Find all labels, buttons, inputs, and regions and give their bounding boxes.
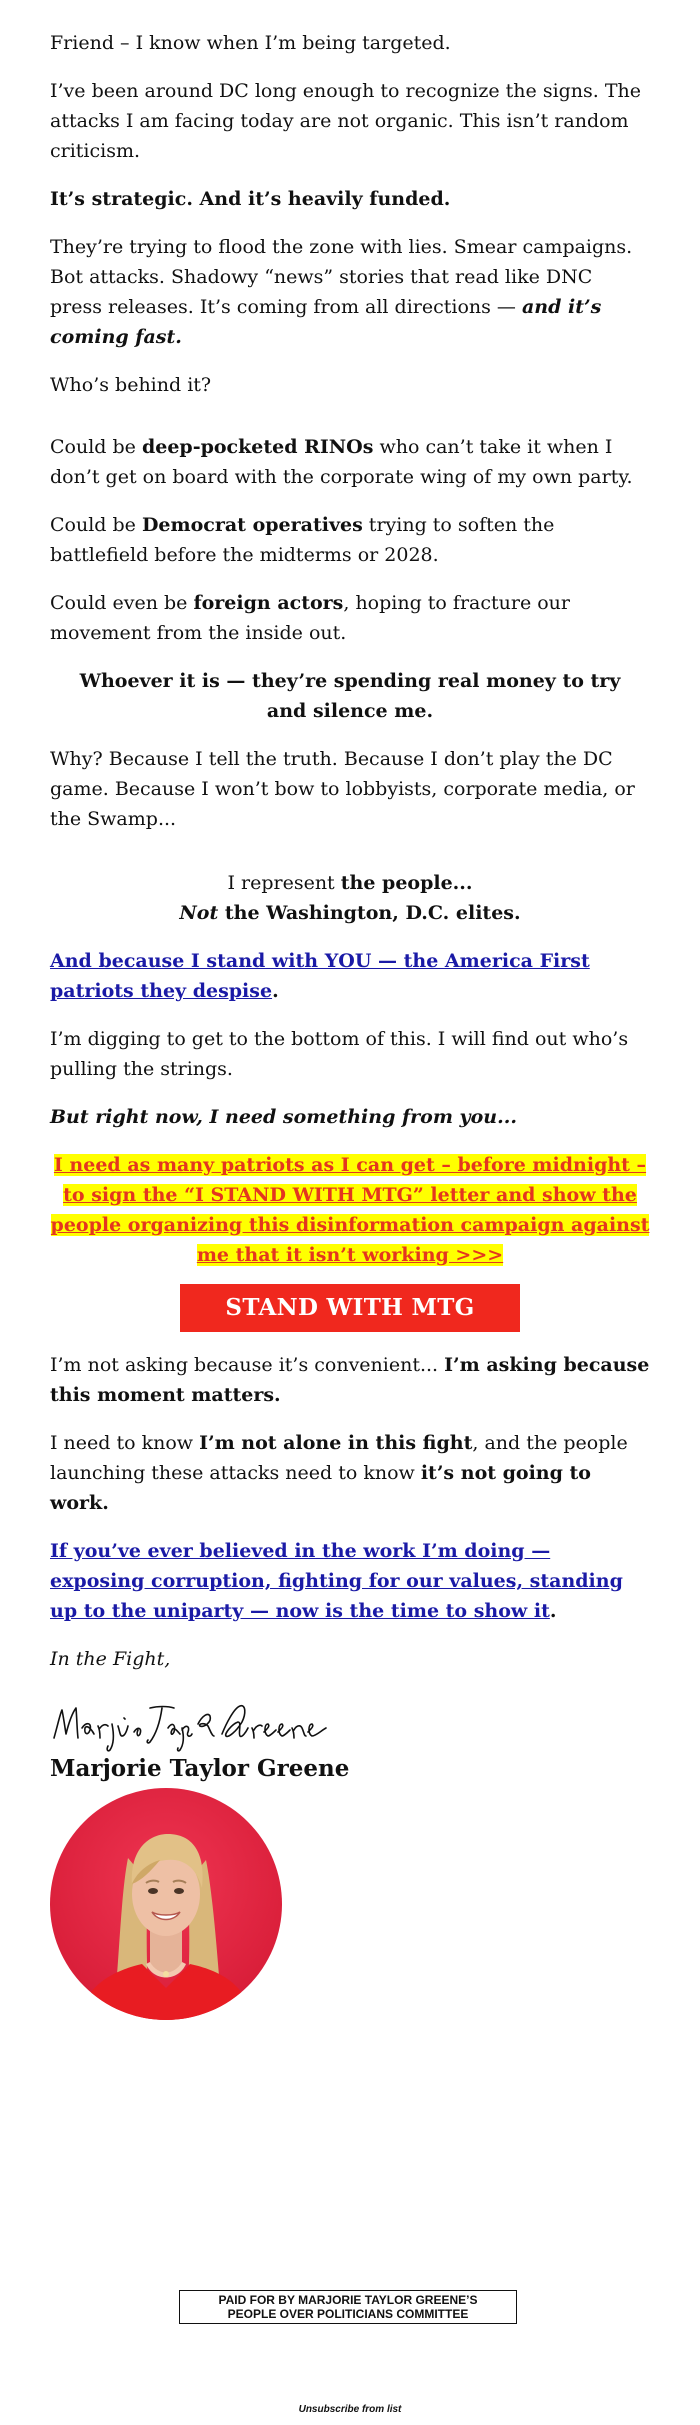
paragraph-whoever: Whoever it is — they’re spending real money to try and silence me. xyxy=(79,670,621,722)
paragraph-democrats xyxy=(50,510,650,570)
not-alone-pre: I need to know xyxy=(50,1432,200,1454)
foreign-pre: Could even be xyxy=(50,592,194,614)
represent-bold: the people... xyxy=(340,872,473,894)
sign-letter-link[interactable]: I need as many patriots as I can get – before midnight – to sign the “I STAND WITH MTG” letter and show the people organizing this disinformation campaign against me that it isn’t working >>> xyxy=(50,1154,650,1266)
foreign-post: , hoping to fracture our movement from the inside out. xyxy=(50,592,570,644)
paragraph-intro: I’ve been around DC long enough to recognize the signs. The attacks I am facing today are not organic. This isn’t random criticism. xyxy=(50,80,642,162)
greeting: Friend – I know when I’m being targeted. xyxy=(50,32,451,54)
democrats-post: trying to soften the battlefield before the midterms or 2028. xyxy=(50,514,555,566)
paragraph-question: Who’s behind it? xyxy=(50,374,212,396)
closing: In the Fight, xyxy=(50,1648,171,1670)
rinos-pre: Could be xyxy=(50,436,142,458)
paragraph-stand-with-you xyxy=(50,946,650,1006)
believed-link[interactable]: If you’ve ever believed in the work I’m doing — exposing corruption, fighting for our values, standing up to the uniparty — now is the time to show it xyxy=(50,1540,623,1622)
paragraph-represent xyxy=(50,868,650,928)
represent-not: Not xyxy=(179,902,219,924)
stand-with-mtg-button[interactable]: STAND WITH MTG xyxy=(180,1284,520,1332)
paragraph-digging: I’m digging to get to the bottom of this. I will find out who’s pulling the strings. xyxy=(50,1028,629,1080)
represent-elites: the Washington, D.C. elites. xyxy=(218,902,521,924)
paragraph-strategic: It’s strategic. And it’s heavily funded. xyxy=(50,188,451,210)
email-body xyxy=(50,28,650,2020)
not-alone-mid: , and the people launching these attacks need to know xyxy=(50,1432,628,1484)
stand-with-you-link[interactable]: And because I stand with YOU — the America First patriots they despise xyxy=(50,950,590,1002)
signer-name: Marjorie Taylor Greene xyxy=(50,1755,350,1782)
portrait-photo xyxy=(50,1788,282,2020)
represent-pre: I represent xyxy=(227,872,341,894)
not-going-to-work-bold: it’s not going to work. xyxy=(50,1462,591,1514)
democrats-pre: Could be xyxy=(50,514,142,536)
not-alone-bold: I’m not alone in this fight xyxy=(199,1432,473,1454)
rinos-bold: deep-pocketed RINOs xyxy=(141,436,374,458)
rinos-post: who can’t take it when I don’t get on board with the corporate wing of my own party. xyxy=(50,436,633,488)
paragraph-believed xyxy=(50,1536,650,1626)
disclaimer-line-1: PAID FOR BY MARJORIE TAYLOR GREENE’S xyxy=(218,2293,478,2307)
not-asking-pre: I’m not asking because it’s convenient... xyxy=(50,1354,445,1376)
paragraph-not-alone xyxy=(50,1428,650,1518)
paragraph-rinos xyxy=(50,432,650,492)
signature-image xyxy=(50,1694,330,1754)
disclaimer-line-2: PEOPLE OVER POLITICIANS COMMITTEE xyxy=(227,2307,469,2321)
stand-with-you-period: . xyxy=(272,980,279,1002)
unsubscribe-link[interactable]: Unsubscribe from list xyxy=(298,2404,402,2415)
paragraph-foreign xyxy=(50,588,650,648)
paragraph-not-asking xyxy=(50,1350,650,1410)
cta-container xyxy=(50,1284,650,1332)
flood-emphasis: and it’s coming fast. xyxy=(50,296,602,348)
democrats-bold: Democrat operatives xyxy=(141,514,363,536)
paragraph-need-something: But right now, I need something from you... xyxy=(50,1106,517,1128)
highlight-paragraph xyxy=(50,1150,650,1270)
foreign-bold: foreign actors xyxy=(193,592,344,614)
paragraph-why: Why? Because I tell the truth. Because I don’t play the DC game. Because I won’t bow to lobbyists, corporate media, or the Swamp... xyxy=(50,748,635,830)
paid-for-disclaimer xyxy=(179,2290,517,2324)
flood-text: They’re trying to flood the zone with lies. Smear campaigns. Bot attacks. Shadowy “news” stories that read like DNC press releases. It’s coming from all directions — xyxy=(50,236,633,318)
not-asking-bold: I’m asking because this moment matters. xyxy=(50,1354,650,1406)
believed-period: . xyxy=(549,1600,557,1622)
paragraph-flood xyxy=(50,232,650,352)
